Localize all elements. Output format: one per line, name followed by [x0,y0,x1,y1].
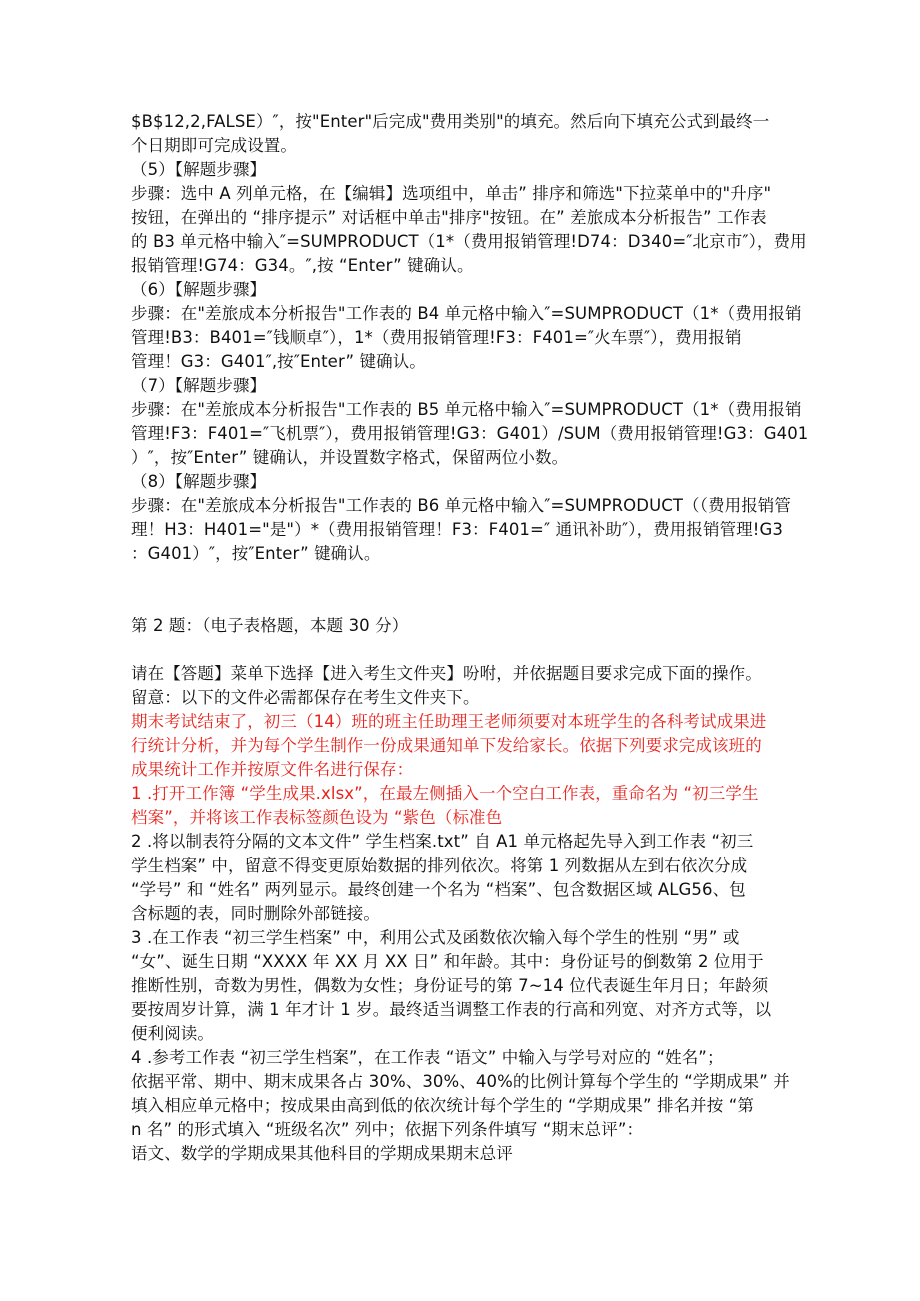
task-line: 2 .将以制表符分隔的文本文件” 学生档案.txt” 自 A1 单元格起先导入到工作表 “初三 [131,832,754,851]
step-heading: （6）【解题步骤】 [131,280,267,299]
text-line: 管理!F3：F401=″飞机票″），费用报销管理!G3：G401）/SUM（费用报销管理!G3：G401 [131,424,809,443]
task-line: 填入相应单元格中；按成果由高到低的依次统计每个学生的 “学期成果” 排名并按 “第 [131,1096,754,1115]
task-line: 推断性别，奇数为男性，偶数为女性；身份证号的第 7~14 位代表诞生年月日；年龄须 [131,976,769,995]
intro-line: 留意：以下的文件必需都保存在考生文件夹下。 [131,688,480,707]
task-line: 3 .在工作表 “初三学生档案” 中，利用公式及函数依次输入每个学生的性别 “男” 或 [131,928,740,947]
text-line: 步骤：在"差旅成本分析报告"工作表的 B6 单元格中输入″=SUMPRODUCT（（费用报销管 [131,496,791,515]
step-heading: （8）【解题步骤】 [131,472,267,491]
task-line: 便利阅读。 [131,1024,214,1043]
highlight-line: 1 .打开工作簿 “学生成果.xlsx”，在最左侧插入一个空白工作表，重命名为 “初三学生 [131,784,759,803]
task-line: 学生档案” 中，留意不得变更原始数据的排列依次。将第 1 列数据从左到右依次分成 [131,856,748,875]
spacer [131,566,796,614]
highlight-line: 成果统计工作并按原文件名进行保存： [131,760,414,779]
document-page [131,110,809,1166]
text-line: ）″，按″Enter” 键确认，并设置数字格式，保留两位小数。 [131,448,569,467]
step-heading: （7）【解题步骤】 [131,376,267,395]
task-line: “女”、诞生日期 “XXXX 年 XX 月 XX 日” 和年龄。其中：身份证号的倒数第 2 位用于 [131,952,764,971]
text-line: 的 B3 单元格中输入″=SUMPRODUCT（1*（费用报销管理!D74：D340=″北京市″），费用 [131,232,807,251]
question-title: 第 2 题：（电子表格题，本题 30 分） [131,616,409,635]
task-line: “学号” 和 “姓名” 两列显示。最终创建一个名为 “档案”、包含数据区域 ALG56、包 [131,880,746,899]
text-line: 报销管理!G74：G34。″,按 “Enter” 键确认。 [131,256,474,275]
text-line: 按钮，在弹出的 “排序提示” 对话框中单击"排序"按钮。在” 差旅成本分析报告” 工作表 [131,208,767,227]
task-line: 语文、数学的学期成果其他科目的学期成果期末总评 [131,1144,513,1163]
question2-body [131,662,796,1166]
task-line: 要按周岁计算，满 1 年才计 1 岁。最终适当调整工作表的行高和列宽、对齐方式等，以 [131,1000,772,1019]
step-heading: （5）【解题步骤】 [131,160,267,179]
highlight-line: 档案”，并将该工作表标签颜色设为 “紫色（标准色 [131,808,503,827]
intro-line: 请在【答题】菜单下选择【进入考生文件夹】吩咐，并依据题目要求完成下面的操作。 [131,664,762,683]
highlight-line: 行统计分析，并为每个学生制作一份成果通知单下发给家长。依据下列要求完成该班的 [131,736,762,755]
task-line: 依据平常、期中、期末成果各占 30%、30%、40%的比例计算每个学生的 “学期成果” 并 [131,1072,790,1091]
text-line: 步骤：在"差旅成本分析报告"工作表的 B4 单元格中输入″=SUMPRODUCT（1*（费用报销 [131,304,802,323]
text-line: $B$12,2,FALSE）″，按"Enter"后完成"费用类别"的填充。然后向下填充公式到最终一 [131,112,770,131]
task-line: 含标题的表，同时删除外部链接。 [131,904,380,923]
text-line: 理！H3：H401="是"）*（费用报销管理！F3：F401=″ 通讯补助″），费用报销管理!G3 [131,520,783,539]
text-line: 管理!B3：B401=″钱顺卓″），1*（费用报销管理!F3：F401=″火车票″），费用报销 [131,328,742,347]
section1-answer-steps [131,110,809,566]
spacer [131,638,796,662]
text-line: ：G401）″，按″Enter” 键确认。 [131,544,381,563]
text-line: 管理！G3：G401″,按″Enter” 键确认。 [131,352,426,371]
text-line: 步骤：选中 A 列单元格，在【编辑】选项组中，单击” 排序和筛选"下拉菜单中的"升序" [131,184,772,203]
task-line: 4 .参考工作表 “初三学生档案”，在工作表 “语文” 中输入与学号对应的 “姓名”； [131,1048,724,1067]
highlight-line: 期末考试结束了，初三（14）班的班主任助理王老师须要对本班学生的各科考试成果进 [131,712,767,731]
text-line: 个日期即可完成设置。 [131,136,297,155]
text-line: 步骤：在"差旅成本分析报告"工作表的 B5 单元格中输入″=SUMPRODUCT（1*（费用报销 [131,400,802,419]
task-line: n 名” 的形式填入 “班级名次” 列中；依据下列条件填写 “期末总评”： [131,1120,644,1139]
